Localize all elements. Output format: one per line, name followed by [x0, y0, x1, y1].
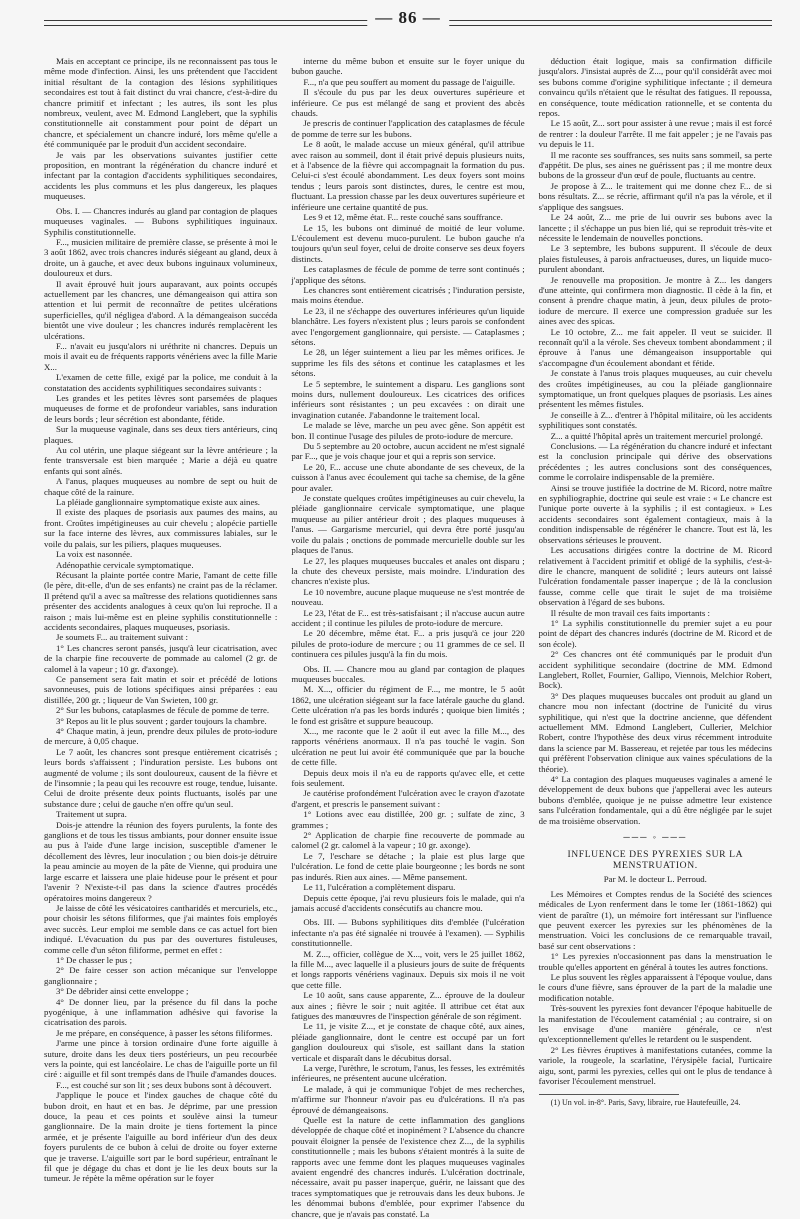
paragraph: La verge, l'urèthre, le scrotum, l'anus, les fesses, les extrémités inférieures, ne présentent aucune ulcération.: [291, 1063, 525, 1084]
paragraph: Ce pansement sera fait matin et soir et précédé de lotions savonneuses, puis de lotions spécifiques ainsi préparées : eau distillée, 200 gr. ; liqueur de Van Swieten, 100 gr.: [44, 673, 278, 705]
paragraph: Les accusations dirigées contre la doctrine de M. Ricord relativement à l'accident primitif et obligé de la syphilis, c'est-à-dire le chancre, manquent de solidité ; leurs auteurs ont laissé l'ulcération fondamentale passer inaperçue ; de là la conclusion fausse, comme celle que tirait le sujet de ma troisième observation à l'égard de ses bubons.: [538, 545, 772, 608]
paragraph: Je constate à l'anus trois plaques muqueuses, au cuir chevelu des croûtes impétigineuses, au cou la pléiade ganglionnaire symptomatique, un front quelques plaques de psoriasis. Les aines présentent les mêmes fistules.: [538, 368, 772, 410]
paragraph: 4° De donner lieu, par la présence du fil dans la poche pyogénique, à une inflammation adhésive qui favorise la cicatrisation des parois.: [44, 996, 278, 1028]
paragraph: Le 10 octobre, Z... me fait appeler. Il veut se suicider. Il reconnaît qu'il a la vérole. Ses cheveux tombent abondamment ; il éprouve à l'anus une démangeaison insupportable qui s'accompagne d'un écoulement abondant et fétide.: [538, 326, 772, 368]
paragraph: 1° De chasser le pus ;: [56, 954, 133, 965]
footnote: (1) Un vol. in-8°. Paris, Savy, libraire, rue Hautefeuille, 24.: [550, 1098, 741, 1108]
paragraph: Ainsi se trouve justifiée la doctrine de M. Ricord, notre maître en syphiliographie, doctrine qui seule est vraie : « Le chancre est l'unique porte ouverte à la syphilis ; il est contagieux. » Les accidents secondaires sont également contagieux, mais à la condition indispensable de régénérer le chancre. Tout est là, les observations sérieuses le prouvent.: [538, 482, 772, 545]
paragraph: Les grandes et les petites lèvres sont parsemées de plaques muqueuses de forme et de profondeur variables, sans induration de leurs bords ; leur sécrétion est abondante, fétide.: [44, 393, 278, 424]
paragraph: Le 23, l'état de F... est très-satisfaisant ; il n'accuse aucun autre accident ; il continue les pilules de proto-iodure de mercure.: [291, 607, 525, 628]
paragraph: Les chancres sont entièrement cicatrisés ; l'induration persiste, mais moins étendue.: [291, 284, 525, 306]
paragraph: 2° Les fièvres éruptives à manifestations cutanées, comme la variole, la rougeole, la scarlatine, l'érysipèle facial, l'urticaire aigu, sont, parmi les pyrexies, celles qui ont le plus de tendance à favoriser l'écoulement menstruel.: [538, 1044, 772, 1086]
conclusions-section: [539, 56, 772, 826]
paragraph: Le 24 août, Z... me prie de lui ouvrir ses bubons avec la lancette ; il s'échappe un pus bien lié, qui se reproduit très-vite et nécessite le lendemain de nouvelles ponctions.: [538, 212, 772, 243]
paragraph: A l'anus, plaques muqueuses au nombre de sept ou huit de chaque côté de la rainure.: [44, 476, 278, 497]
paragraph: Adénopathie cervicale symptomatique.: [56, 559, 194, 570]
paragraph: 2° Sur les bubons, cataplasmes de fécule de pomme de terre.: [56, 705, 270, 716]
paragraph: Le 23, il ne s'échappe des ouvertures inférieures qu'un liquide blanchâtre. Les foyers n'existent plus ; leurs parois se confondent avec l'engorgement ganglionnaire, qui persiste. — Cataplasmes ; sétons.: [291, 305, 525, 347]
paragraph: Obs. I. — Chancres indurés au gland par contagion de plaques muqueuses vaginales. — Bubons syphilitiques inguinaux. Syphilis constitutionnelle.: [44, 205, 278, 237]
paragraph: La voix est nasonnée.: [56, 549, 133, 560]
paragraph: 2° De faire cesser son action mécanique sur l'enveloppe ganglionnaire ;: [44, 965, 278, 986]
paragraph: Je cautérise profondément l'ulcération avec le crayon d'azotate d'argent, et prescris le pansement suivant :: [291, 788, 525, 809]
column-left: [44, 56, 278, 1184]
paragraph: Le 27, les plaques muqueuses buccales et anales ont disparu ; la chute des cheveux persiste, mais moindre. L'induration des chancres n'existe plus.: [291, 555, 525, 587]
column-right: [539, 56, 772, 1167]
paragraph: 1° Lotions avec eau distillée, 200 gr. ; sulfate de zinc, 3 grammes ;: [291, 809, 525, 830]
paragraph: Très-souvent les pyrexies font devancer l'époque habituelle de la manifestation de l'écoulement cataménial ; au contraire, si on les envisage d'une manière générale, ce n'est qu'exceptionnellement qu'elles le retardent ou le suspendent.: [538, 1003, 772, 1045]
paragraph: Traitement ut supra.: [56, 809, 127, 820]
paragraph: Le malade, à qui je communique l'objet de mes recherches, m'affirme sur l'honneur n'avoir pas eu d'ulcérations. Il n'a pas éprouvé de démangeaisons.: [291, 1083, 525, 1115]
paragraph: 2° Application de charpie fine recouverte de pommade au calomel (2 gr. calomel à la vapeur ; 10 gr. axonge).: [291, 830, 525, 851]
paragraph: Je renouvelle ma proposition. Je montre à Z... les dangers d'une atteinte, qui confirmera mon diagnostic. Il cède à la fin, et consent à prendre chaque matin, à jeun, deux pilules de proto-iodure de mercure. Il exerce une compression graduée sur les aines avec des spicas.: [538, 274, 772, 327]
paragraph: 2° Ces chancres ont été communiqués par le produit d'un accident syphilitique secondaire (doctrine de MM. Edmond Langlebert, Rollet, Fournier, Gallipo, Viennois, Melchior Robert, Bock).: [538, 649, 772, 691]
paragraph: 1° Les pyrexies n'occasionnent pas dans la menstruation le trouble qu'elles apportent en général à toutes les autres fonctions.: [538, 951, 772, 972]
paragraph: M. Z..., officier, collègue de X..., voit, vers le 25 juillet 1862, la fille M..., avec laquelle il a plusieurs jours de suite de fréquents et longs rapports vénériens vaginaux. Depuis six mois il ne voit que cette fille.: [291, 948, 525, 990]
paragraph: Récusant la plainte portée contre Marie, l'amant de cette fille (le père, dit-elle, d'un de ses enfants) ne craint pas de la réclamer. Il prétend qu'il a avec sa maîtresse des relations quotidiennes sans présenter des accidents analogues à ceux qu'on lui reproche. Il a raison ; mais lui-même est en pleine syphilis constitutionnelle : accidents secondaires, plaques muqueuses, psoriasis.: [44, 569, 278, 632]
paragraph: La pléiade ganglionnaire symptomatique existe aux aines.: [56, 497, 260, 508]
paragraph: Z... a quitté l'hôpital après un traitement mercuriel prolongé.: [550, 430, 763, 441]
paragraph: Au col utérin, une plaque siégeant sur la lèvre antérieure ; la fente transversale est bien marquée ; Marie a déjà eu quatre enfants qui sont aînés.: [44, 445, 278, 476]
paragraph: Le 10 août, sans cause apparente, Z... éprouve de la douleur aux aines ; fièvre le soir ; nuit agitée. Il attribue cet état aux fatigues des manœuvres de l'inspection générale de son régiment.: [291, 990, 525, 1021]
paragraph: Il s'écoule du pus par les deux ouvertures supérieure et inférieure. Ce pus est mélangé de sang et provient des abcès chauds.: [291, 87, 525, 119]
paragraph: Je conseille à Z... d'entrer à l'hôpital militaire, où les accidents syphilitiques sont constatés.: [538, 409, 772, 431]
paragraph: 3° Repos au lit le plus souvent ; garder toujours la chambre.: [56, 715, 267, 726]
paragraph: Le 8 août, le malade accuse un mieux général, qu'il attribue avec raison au sommeil, dont il était privé depuis plusieurs nuits, et à l'absence de la fièvre qui accompagnait la formation du pus. Celui-ci s'est écoulé abondamment. Les deux foyers sont moins tendus ; leurs parois sont distinctes, dures, le centre est mou, fluctuant. La pression chasse par les deux ouvertures supérieure et inférieure une certaine quantité de pus.: [291, 139, 525, 212]
paragraph: Mais en acceptant ce principe, ils ne reconnaissent pas tous le même mode d'infection. Ainsi, les uns prétendent que l'accident initial résultant de la contagion des lésions syphilitiques secondaires est tout à fait distinct du vrai chancre, c'est-à-dire du chancre primitif et infectant ; les autres, ils sont les plus nombreux, veulent, avec M. Edmond Langlebert, que la syphilis constitutionnelle ait constamment pour point de départ un chancre, et spécialement un chancre induré, lors même qu'elle a été communiquée par le produit d'un accident secondaire.: [44, 56, 278, 150]
section-divider: ─── ◦ ───: [623, 832, 688, 843]
paragraph: 4° La contagion des plaques muqueuses vaginales a amené le développement de deux bubons que j'appellerai avec les auteurs bubons d'emblée, quoique je ne puisse admettre leur existence sans l'ulcération fondamentale, qui a dû être négligée par le sujet de ma troisième observation.: [538, 774, 772, 826]
paragraph: M. X..., officier du régiment de F..., me montre, le 5 août 1862, une ulcération siégeant sur la face latérale gauche du gland. Cette ulcération n'a pas les bords indurés ; quoique bien limités ; le fond est grisâtre et suppure beaucoup.: [291, 684, 525, 726]
paragraph: F... n'avait eu jusqu'alors ni uréthrite ni chancres. Depuis un mois il avait eu de fréquents rapports vénériens avec la fille Marie X...: [44, 340, 278, 372]
paragraph: 1° Les chancres seront pansés, jusqu'à leur cicatrisation, avec de la charpie fine recouverte de pommade au calomel (2 gr. de calomel à la vapeur ; 10 gr. d'axonge).: [44, 642, 278, 674]
paragraph: Il me raconte ses souffrances, ses nuits sans sommeil, sa perte d'appétit. De plus, ses aines ne guérissent pas ; il me montre deux bubons de la grosseur d'un œuf de poule, fluctuants au centre.: [538, 149, 772, 181]
paragraph: Le plus souvent les règles apparaissent à l'époque voulue, dans le cours d'une fièvre, sans éprouver de la part de la maladie une modification notable.: [538, 971, 772, 1003]
paragraph: J'arme une pince à torsion ordinaire d'une forte aiguille à suture, droite dans les deux tiers postérieurs, un peu recourbée vers la pointe, qui est lancéolaire. Le chas de l'aiguille porte un fil ciré : aiguille et fil sont trempés dans de l'huile d'amandes douces.: [44, 1038, 278, 1080]
paragraph: Le 7, l'eschare se détache ; la plaie est plus large que l'ulcération. Le fond de cette plaie bourgeonne ; les bords ne sont pas indurés. Rien aux aines. — Même pansement.: [291, 850, 525, 882]
paragraph: Le 20 décembre, même état. F... a pris jusqu'à ce jour 220 pilules de proto-iodure de mercure ; ou 11 grammes de ce sel. Il continuera ces pilules jusqu'à la fin du mois.: [291, 628, 525, 660]
column-middle: [291, 56, 525, 1219]
paragraph: F..., est couché sur son lit ; ses deux bubons sont à découvert.: [56, 1079, 272, 1090]
paragraph: Obs. III. — Bubons syphilitiques dits d'emblée (l'ulcération infectante n'a pas été signalée ni trouvée à l'examen). — Syphilis constitutionnelle.: [291, 917, 525, 949]
page-number: — 86 —: [367, 8, 449, 28]
article-title: INFLUENCE DES PYREXIES SUR LA MENSTRUATION.: [567, 849, 744, 871]
paragraph: interne du même bubon et ensuite sur le foyer unique du bubon gauche.: [291, 56, 525, 77]
paragraph: déduction était logique, mais sa confirmation difficile jusqu'alors. J'insistai auprès de Z..., pour qu'il considérât avec moi ses bubons comme d'origine syphilitique infectante ; il demeura convaincu qu'ils n'étaient que le résultat des fatigues. Il repoussa, en conséquence, toute médication rationnelle, et se contenta du repos.: [538, 56, 772, 119]
paragraph: Le 20, F... accuse une chute abondante de ses cheveux, de la cuisson à l'anus avec écoulement qui tache sa chemise, de la gêne pour avaler.: [291, 461, 525, 493]
article-byline: Par M. le docteur L. Perroud.: [603, 874, 707, 885]
paragraph: Le 3 septembre, les bubons suppurent. Il s'écoule de deux plaies fistuleuses, à parois anfractueuses, dures, un liquide muco-purulent abondant.: [538, 243, 772, 275]
paragraph: Je constate quelques croûtes impétigineuses au cuir chevelu, la pléiade ganglionnaire cervicale symptomatique, une plaque muqueuse au pilier antérieur droit ; des plaques muqueuses à l'anus. — Gargarisme mercuriel, qui devra être porté jusqu'au voile du palais ; onctions de pommade mercurielle double sur les plaques de l'anus.: [291, 493, 525, 556]
paragraph: 3° Des plaques muqueuses buccales ont produit au gland un chancre mou non infectant (doctrine de l'unicité du virus syphilitique, qui n'est que la doctrine ancienne, que défendent actuellement MM. Edmond Langlebert, Cullerier, Melchior Robert, contre l'hypothèse des deux virus récemment introduite dans la science par M. Bassereau, et rejetée par tous les médecins qui préfèrent l'observation clinique aux vaines spéculations de la théorie).: [538, 690, 772, 774]
paragraph: Depuis deux mois il n'a eu de rapports qu'avec elle, et cette fois seulement.: [291, 767, 525, 789]
paragraph: Le 11, je visite Z..., et je constate de chaque côté, aux aines, pléiade ganglionnaire, dont le centre est occupé par un fort ganglion douloureux qui s'isole, est saillant dans la station verticale et disparaît dans le décubitus dorsal.: [291, 1021, 525, 1063]
paragraph: L'examen de cette fille, exigé par la police, me conduit à la constatation des accidents syphilitiques secondaires suivants :: [44, 372, 278, 393]
paragraph: Il avait éprouvé huit jours auparavant, aux points occupés actuellement par les chancres, une démangeaison qui attira son attention et lui permit de reconnaître de petites ulcérations superficielles, qu'il négligea d'abord. A la démangeaison succéda bientôt une vive douleur ; les chancres indurés remplacèrent les ulcérations.: [44, 278, 278, 341]
text-columns: [44, 56, 772, 1219]
paragraph: X..., me raconte que le 2 août il eut avec la fille M..., des rapports vénériens anormaux. Il n'a pas touché le vagin. Son ulcération ne peut lui avoir été communiquée que par la bouche de cette fille.: [291, 726, 525, 768]
paragraph: Les cataplasmes de fécule de pomme de terre sont continués ; j'applique des sétons.: [291, 264, 525, 285]
paragraph: J'applique le pouce et l'index gauches de chaque côté du bubon droit, en haut et en bas. Je déprime, par une pression douce, la peau et ces points et soulève ainsi la tumeur ganglionnaire. De la main droite je tiens fortement la pince armée, et je présente l'aiguille au bord inférieur d'un des deux foyers purulents de ce bubon à celui de droite ou foyer externe que je traverse. L'aiguille sort par le bord supérieur, entraînant le fil que je dégage du chas et dont je lie les deux bouts sur la tumeur. Je répète la même opération sur le foyer: [44, 1090, 278, 1184]
paragraph: Il résulte de mon travail ces faits importants :: [550, 607, 710, 618]
paragraph: Les 9 et 12, même état. F... reste couché sans souffrance.: [303, 212, 503, 223]
paragraph: Le 15, les bubons ont diminué de moitié de leur volume. L'écoulement est devenu muco-purulent. Le bubon gauche n'a toujours qu'un seul foyer, celui de droite conserve ses deux foyers distincts.: [291, 222, 525, 264]
paragraph: Le 15 août, Z... sort pour assister à une revue ; mais il est forcé de rentrer : la douleur l'arrête. Il me fait appeler ; je ne l'avais pas vu depuis le 11.: [538, 118, 772, 150]
paragraph: Conclusions. — La régénération du chancre induré et infectant est la conclusion principale qui dérive des observations précédentes ; les autres conclusions sont des conséquences, comme le corrolaire indispensable de la première.: [538, 441, 772, 483]
paragraph: Je me prépare, en conséquence, à passer les sétons filiformes.: [56, 1027, 273, 1038]
paragraph: 4° Chaque matin, à jeun, prendre deux pilules de proto-iodure de mercure, à 0,05 chaque.: [44, 726, 278, 747]
paragraph: Du 5 septembre au 20 octobre, aucun accident ne m'est signalé par F..., que je vois chaque jour et qui a repris son service.: [291, 441, 525, 462]
article-body: [539, 889, 772, 1087]
paragraph: Le 11, l'ulcération a complètement disparu.: [303, 882, 456, 893]
paragraph: Je laisse de côté les vésicatoires cantharidés et mercuriels, etc., pour choisir les sétons filiformes, que j'ai maintes fois employés avec succès. Leur emploi me semble dans ce cas actuel fort bien indiqué. L'évacuation du pus par des ouvertures fistuleuses, comme celle d'un séton filiforme, permet en effet :: [44, 902, 278, 955]
paragraph: Je propose à Z... le traitement qui me donne chez F... de si bons résultats. Z... se récrie, affirmant qu'il n'a pas la vérole, et il s'applique des sangsues.: [538, 180, 772, 212]
paragraph: Les Mémoires et Comptes rendus de la Société des sciences médicales de Lyon renferment dans le tome Ier (1861-1862) qui vient de paraître (1), un mémoire fort intéressant sur l'influence que peuvent exercer les pyrexies sur les phénomènes de la menstruation. Voici les conclusions de ce remarquable travail, basé sur cent observations :: [538, 888, 772, 951]
paragraph: 3° De débrider ainsi cette enveloppe ;: [56, 986, 189, 997]
paragraph: Obs. II. — Chancre mou au gland par contagion de plaques muqueuses buccales.: [291, 663, 525, 684]
paragraph: Il existe des plaques de psoriasis aux paumes des mains, au front. Croûtes impétigineuses au cuir chevelu ; alopécie partielle sur la face interne des lèvres, aux commissures labiales, sur le voile du palais, sur les piliers, plaques muqueuses.: [44, 507, 278, 549]
paragraph: Dois-je attendre la réunion des foyers purulents, la fonte des ganglions et de tous les tissus ambiants, pour donner ensuite issue au pus à l'aide d'une large incision, susceptible d'amener le décollement des lèvres, leur inoculation ; ou bien dois-je détruire la peau amincie au moyen de la pâte de Vienne, qui produira une large escarre et laissera une plaie hideuse pour le présent et pour l'avenir ? N'existe-t-il pas dans la science d'autres procédés opératoires moins dangereux ?: [44, 819, 278, 903]
paragraph: Sur la muqueuse vaginale, dans ses deux tiers antérieurs, cinq plaques.: [44, 424, 278, 445]
paragraph: Le 7 août, les chancres sont presque entièrement cicatrisés ; leurs bords s'affaissent ; l'induration persiste. Les bubons ont augmenté de volume ; ils sont douloureux, causent de la fièvre et de l'insomnie ; la peau qui les recouvre est rouge, tendue, luisante. Celui de droite présente deux points fluctuants, isolés par une substance dure ; celui de gauche n'en offre qu'un seul.: [44, 746, 278, 809]
page-header: [44, 6, 772, 34]
paragraph: F..., n'a que peu souffert au moment du passage de l'aiguille.: [303, 76, 515, 87]
paragraph: Je prescris de continuer l'application des cataplasmes de fécule de pomme de terre sur les bubons.: [291, 118, 525, 139]
footnote-rule: [539, 1094, 679, 1095]
paragraph: Le 10 novembre, aucune plaque muqueuse ne s'est montrée de nouveau.: [291, 586, 525, 608]
paragraph: Je soumets F... au traitement suivant :: [56, 632, 188, 643]
paragraph: Depuis cette époque, j'ai revu plusieurs fois le malade, qui n'a jamais accusé d'accidents consécutifs au chancre mou.: [291, 892, 525, 913]
paragraph: Je vais par les observations suivantes justifier cette proposition, en montrant la régénération du chancre induré et infectant par la contagion d'accidents syphilitiques secondaires, accidents les plus communs et les plus dangereux, les plaques muqueuses.: [44, 149, 278, 202]
paragraph: Le 28, un léger suintement a lieu par les mêmes orifices. Je supprime les fils des sétons et continue les cataplasmes et les sétons.: [291, 347, 525, 379]
paragraph: Le malade se lève, marche un peu avec gêne. Son appétit est bon. Il continue l'usage des pilules de proto-iodure de mercure.: [291, 420, 525, 441]
paragraph: F..., musicien militaire de première classe, se présente à moi le 3 août 1862, avec trois chancres indurés siégeant au gland, deux à droite, un à gauche, et avec deux bubons inguinaux volumineux, douloureux et durs.: [44, 236, 278, 279]
paragraph: Le 5 septembre, le suintement a disparu. Les ganglions sont moins durs, nullement douloureux. Les cicatrices des orifices inférieurs sont résistantes ; un peu excavées : on dirait une invagination cutanée. J'abandonne le traitement local.: [291, 378, 525, 420]
paragraph: Quelle est la nature de cette inflammation des ganglions développée de chaque côté et inopinément ? L'absence du chancre pouvait éloigner la pensée de l'existence chez Z..., de la syphilis constitutionnelle ; mais les bubons s'étaient montrés à la suite de rapports avec une femme dont les plaques muqueuses vaginales avaient engendré des chancres indurés. L'ulcération doctrinale, nécessaire, avait pu passer inaperçue, guérir, ne laissant que des traces symptomatiques que je retrouvais dans les deux bubons. Je les dénommai bubons d'emblée, pour exprimer l'absence du chancre, que je n'avais pas constaté. La: [291, 1115, 525, 1219]
paragraph: 1° La syphilis constitutionnelle du premier sujet a eu pour point de départ des chancres indurés (doctrine de M. Ricord et de son école).: [538, 617, 772, 649]
